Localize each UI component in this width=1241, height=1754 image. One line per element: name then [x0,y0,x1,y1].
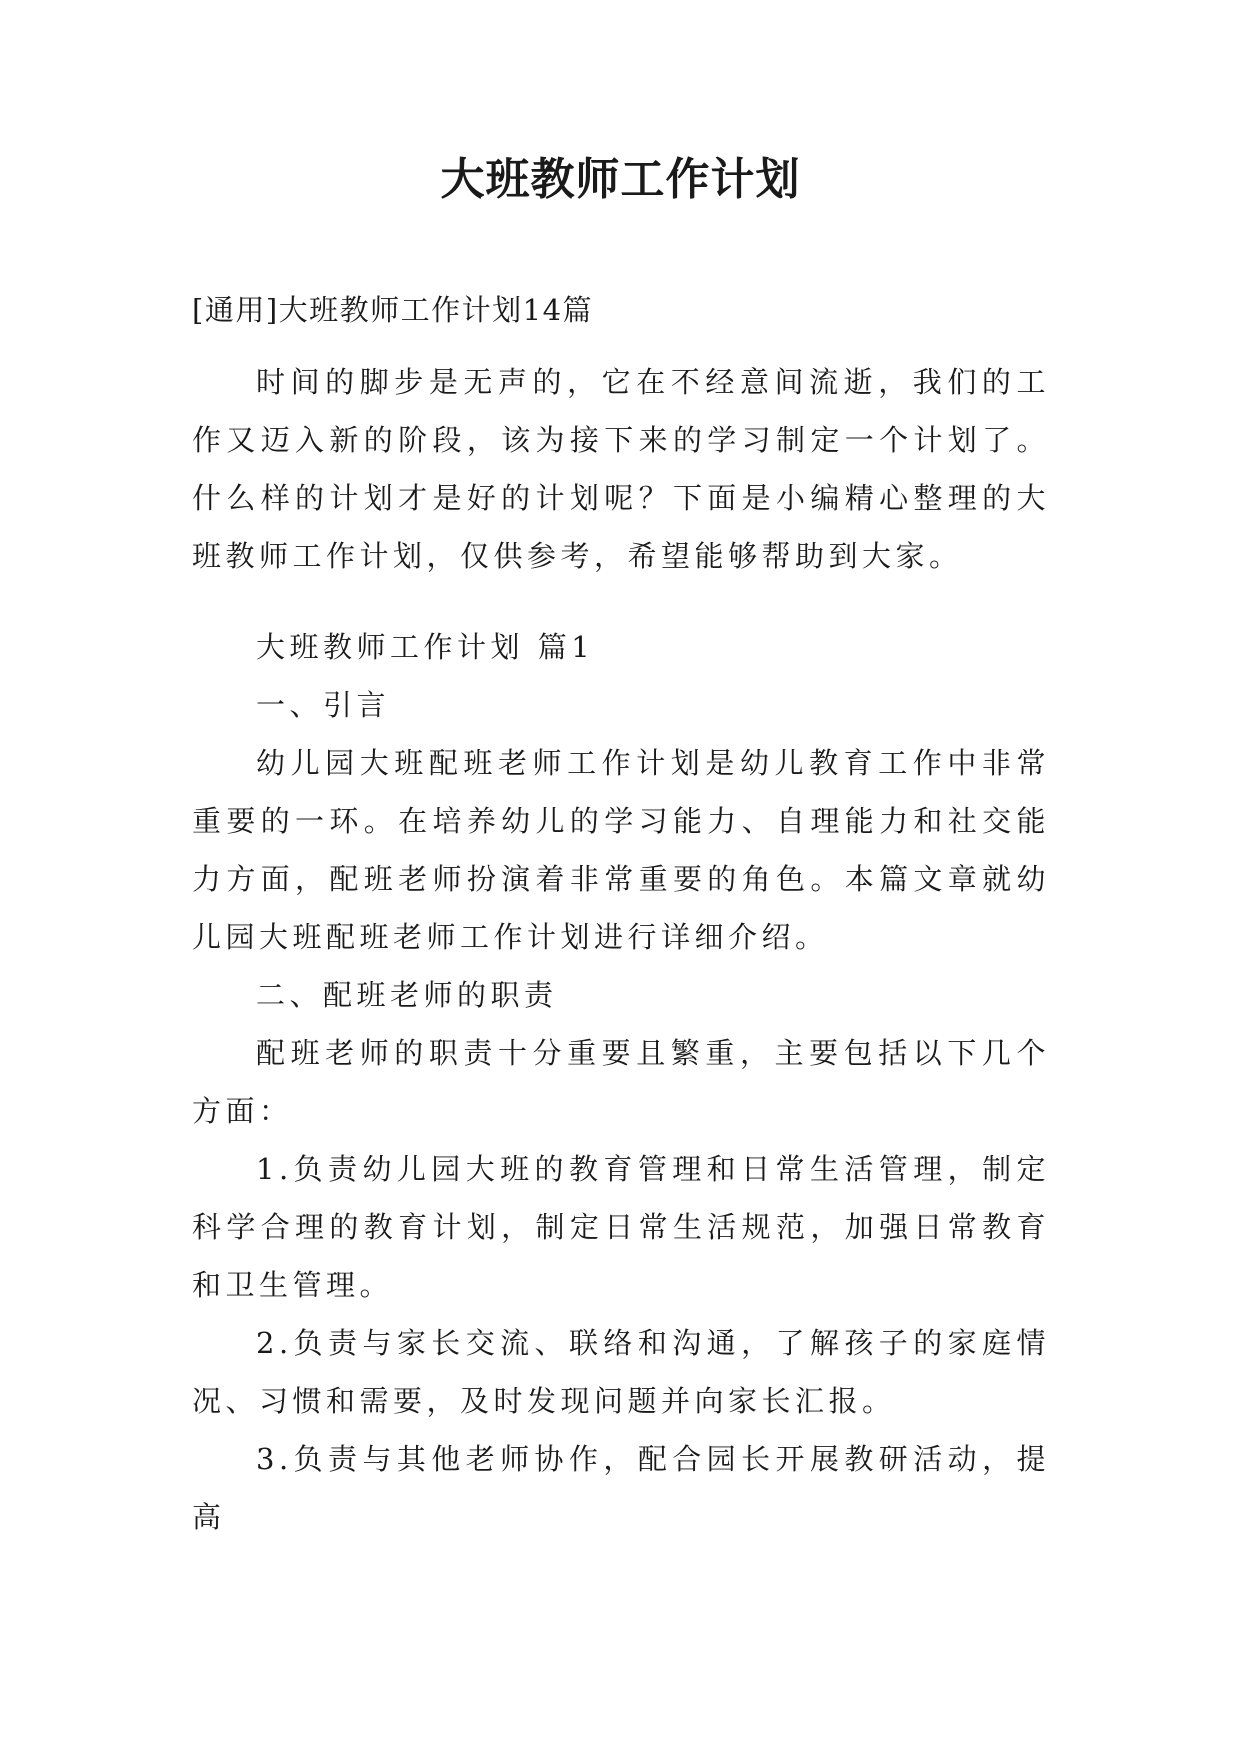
section-title: 大班教师工作计划 篇1 [256,630,595,664]
paragraph-introduction: 幼儿园大班配班老师工作计划是幼儿教育工作中非常重要的一环。在培养幼儿的学习能力、自理能力和社交能力方面，配班老师扮演着非常重要的角色。本篇文章就幼儿园大班配班老师工作计划进行详细介绍。 [192,746,1050,954]
intro-paragraph: 时间的脚步是无声的，它在不经意间流逝，我们的工作又迈入新的阶段，该为接下来的学习制定一个计划了。什么样的计划才是好的计划呢？下面是小编精心整理的大班教师工作计划，仅供参考，希望能够帮助到大家。 [192,365,1050,573]
list-item: 1.负责幼儿园大班的教育管理和日常生活管理，制定科学合理的教育计划，制定日常生活规范，加强日常教育和卫生管理。 [192,1152,1050,1302]
document-subtitle: [通用]大班教师工作计划14篇 [192,293,594,327]
document-title: 大班教师工作计划 [440,154,801,205]
list-item: 2.负责与家长交流、联络和沟通，了解孩子的家庭情况、习惯和需要，及时发现问题并向家长汇报。 [192,1326,1050,1418]
heading-introduction: 一、引言 [256,688,391,722]
heading-duties: 二、配班老师的职责 [256,978,558,1012]
list-item: 3.负责与其他老师协作，配合园长开展教研活动，提高 [192,1442,1050,1534]
paragraph-duties: 配班老师的职责十分重要且繁重，主要包括以下几个方面： [192,1036,1050,1128]
